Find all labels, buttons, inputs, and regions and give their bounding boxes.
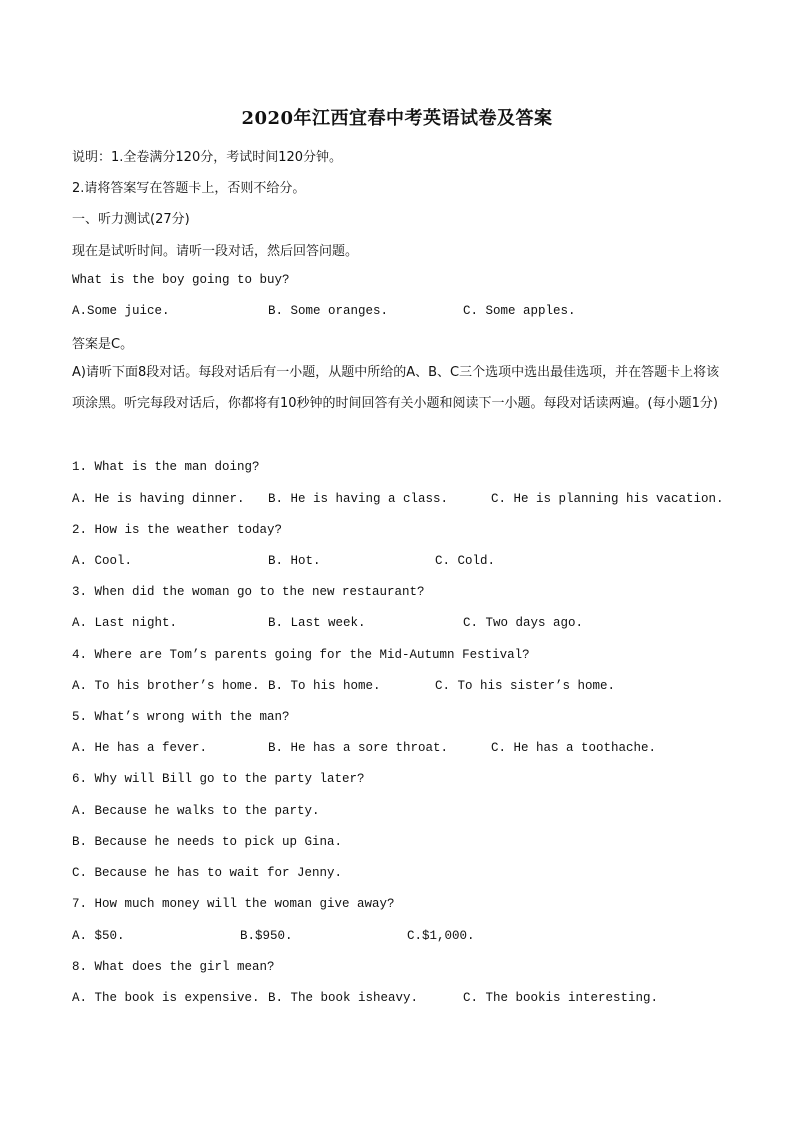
q7-option-b: B.$950. — [240, 929, 293, 943]
practice-option-c: C. Some apples. — [463, 304, 576, 318]
practice-intro: 现在是试听时间。请听一段对话，然后回答问题。 — [72, 244, 359, 259]
question-6: 6. Why will Bill go to the party later? — [72, 772, 365, 786]
q5-option-c: C. He has a toothache. — [491, 741, 657, 755]
q3-option-a: A. Last night. — [72, 616, 178, 630]
q7-option-c: C.$1,000. — [407, 929, 475, 943]
exam-note-1: 说明：1.全卷满分120分，考试时间120分钟。 — [72, 150, 343, 165]
question-5: 5. What’s wrong with the man? — [72, 710, 290, 724]
q2-option-a: A. Cool. — [72, 554, 133, 568]
exam-note-2: 2.请将答案写在答题卡上，否则不给分。 — [72, 181, 306, 196]
q1-option-a: A. He is having dinner. — [72, 492, 245, 506]
practice-option-a: A.Some juice. — [72, 304, 170, 318]
question-4: 4. Where are Tom’s parents going for the Mid-Autumn Festival? — [72, 648, 530, 662]
q8-option-c: C. The bookis interesting. — [463, 991, 659, 1005]
part-a-instructions: A)请听下面8段对话。每段对话后有一小题，从题中所给的A、B、C三个选项中选出最佳选项，并在答题卡上将该项涂黑。听完每段对话后，你都将有10秒钟的时间回答有关小题和阅读下一小题。每段对话读两遍。(每小题1分) — [72, 365, 720, 411]
q4-option-b: B. To his home. — [268, 679, 381, 693]
q5-option-b: B. He has a sore throat. — [268, 741, 449, 755]
section-heading-listening: 一、听力测试(27分) — [72, 212, 190, 227]
q2-option-b: B. Hot. — [268, 554, 321, 568]
question-3: 3. When did the woman go to the new restaurant? — [72, 585, 425, 599]
q8-option-a: A. The book is expensive. — [72, 991, 260, 1005]
practice-option-b: B. Some oranges. — [268, 304, 389, 318]
question-8: 8. What does the girl mean? — [72, 960, 275, 974]
q1-option-b: B. He is having a class. — [268, 492, 449, 506]
q5-option-a: A. He has a fever. — [72, 741, 208, 755]
q7-option-a: A. $50. — [72, 929, 125, 943]
practice-question: What is the boy going to buy? — [72, 273, 290, 287]
q3-option-b: B. Last week. — [268, 616, 366, 630]
q1-option-c: C. He is planning his vacation. — [491, 492, 724, 506]
practice-answer: 答案是C。 — [72, 337, 134, 352]
q3-option-c: C. Two days ago. — [463, 616, 584, 630]
question-7: 7. How much money will the woman give away? — [72, 897, 395, 911]
page-title: 2020年江西宜春中考英语试卷及答案 — [241, 108, 553, 129]
q6-option-b: B. Because he needs to pick up Gina. — [72, 835, 343, 849]
q4-option-c: C. To his sister’s home. — [435, 679, 616, 693]
question-2: 2. How is the weather today? — [72, 523, 283, 537]
q8-option-b: B. The book isheavy. — [268, 991, 419, 1005]
q6-option-c: C. Because he has to wait for Jenny. — [72, 866, 343, 880]
question-1: 1. What is the man doing? — [72, 460, 260, 474]
q2-option-c: C. Cold. — [435, 554, 496, 568]
q6-option-a: A. Because he walks to the party. — [72, 804, 320, 818]
q4-option-a: A. To his brother’s home. — [72, 679, 260, 693]
